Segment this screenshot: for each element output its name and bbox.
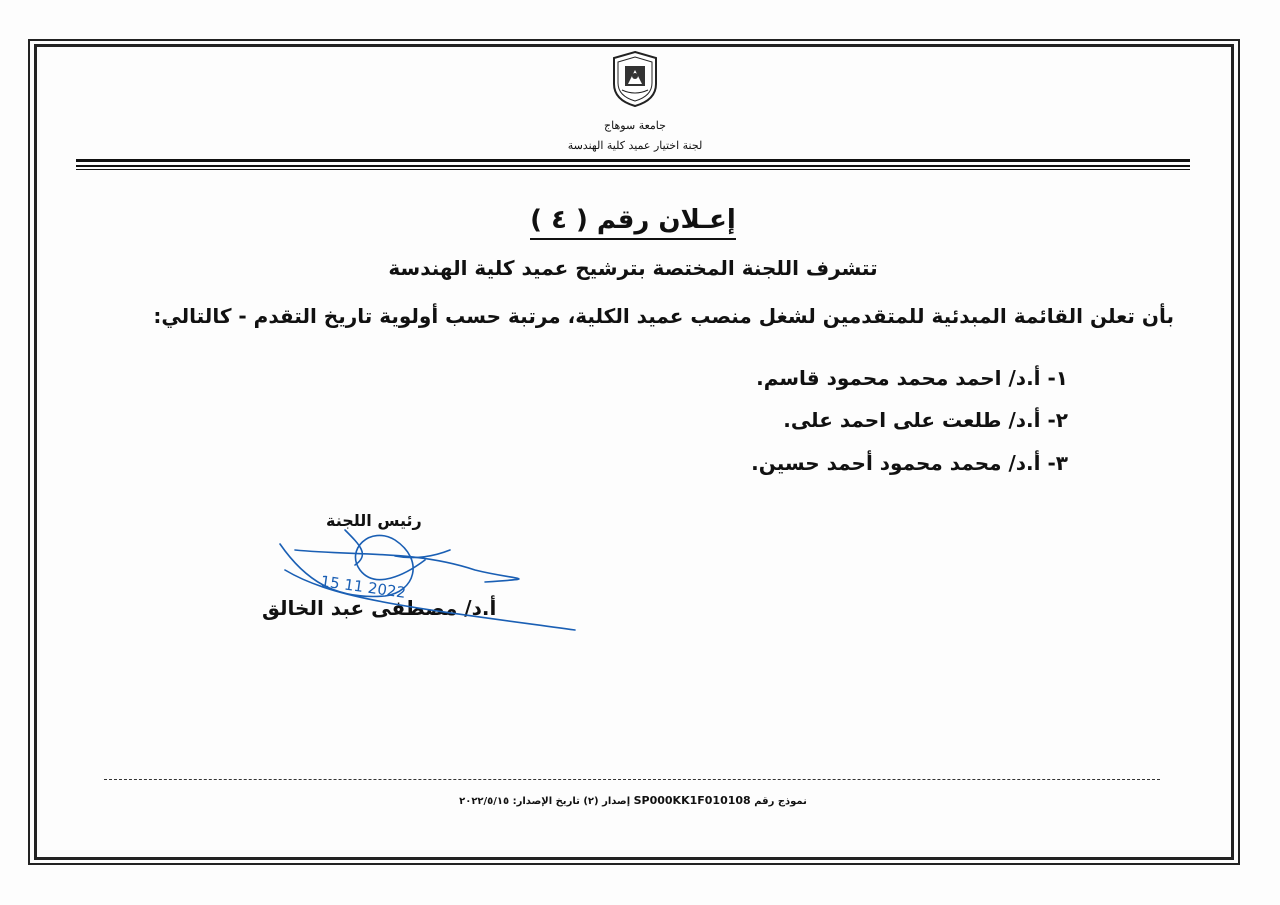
announcement-title-text: إعـلان رقم ( ٤ )	[530, 205, 736, 240]
header-divider-medium	[76, 165, 1190, 167]
candidate-item: ١- أ.د/ احمد محمد محمود قاسم.	[756, 366, 1068, 390]
university-name: جامعة سوهاج	[604, 119, 666, 132]
form-label: نموذج رقم	[754, 796, 807, 807]
header-divider-thin	[76, 169, 1190, 170]
chair-name: أ.د/ مصطفى عبد الخالق	[262, 596, 497, 620]
announcement-body: بأن تعلن القائمة المبدئية للمتقدمين لشغل منصب عميد الكلية، مرتبة حسب أولوية تاريخ التقدم - كالتالي:	[153, 304, 1174, 328]
candidate-item: ٣- أ.د/ محمد محمود أحمد حسين.	[751, 451, 1068, 475]
chair-title: رئيس اللجنة	[326, 511, 422, 530]
handwritten-signature	[275, 520, 580, 638]
candidate-item: ٢- أ.د/ طلعت على احمد على.	[783, 408, 1068, 432]
form-footer	[0, 794, 1266, 807]
handwritten-date: 15 11 2022	[319, 572, 408, 602]
announcement-intro: تتشرف اللجنة المختصة بترشيح عميد كلية الهندسة	[388, 256, 878, 280]
form-code: SP000KK1F010108	[633, 794, 751, 807]
announcement-title	[0, 205, 1266, 235]
form-issue: إصدار (٢)	[583, 796, 631, 807]
header-divider-thick	[76, 159, 1190, 162]
form-issue-date-label: تاريخ الإصدار:	[512, 796, 580, 807]
university-seal-icon	[610, 50, 660, 108]
form-issue-date: ٢٠٢٢/٥/١٥	[459, 796, 510, 807]
footer-divider	[104, 779, 1160, 780]
committee-name: لجنة اختيار عميد كلية الهندسة	[567, 139, 703, 152]
